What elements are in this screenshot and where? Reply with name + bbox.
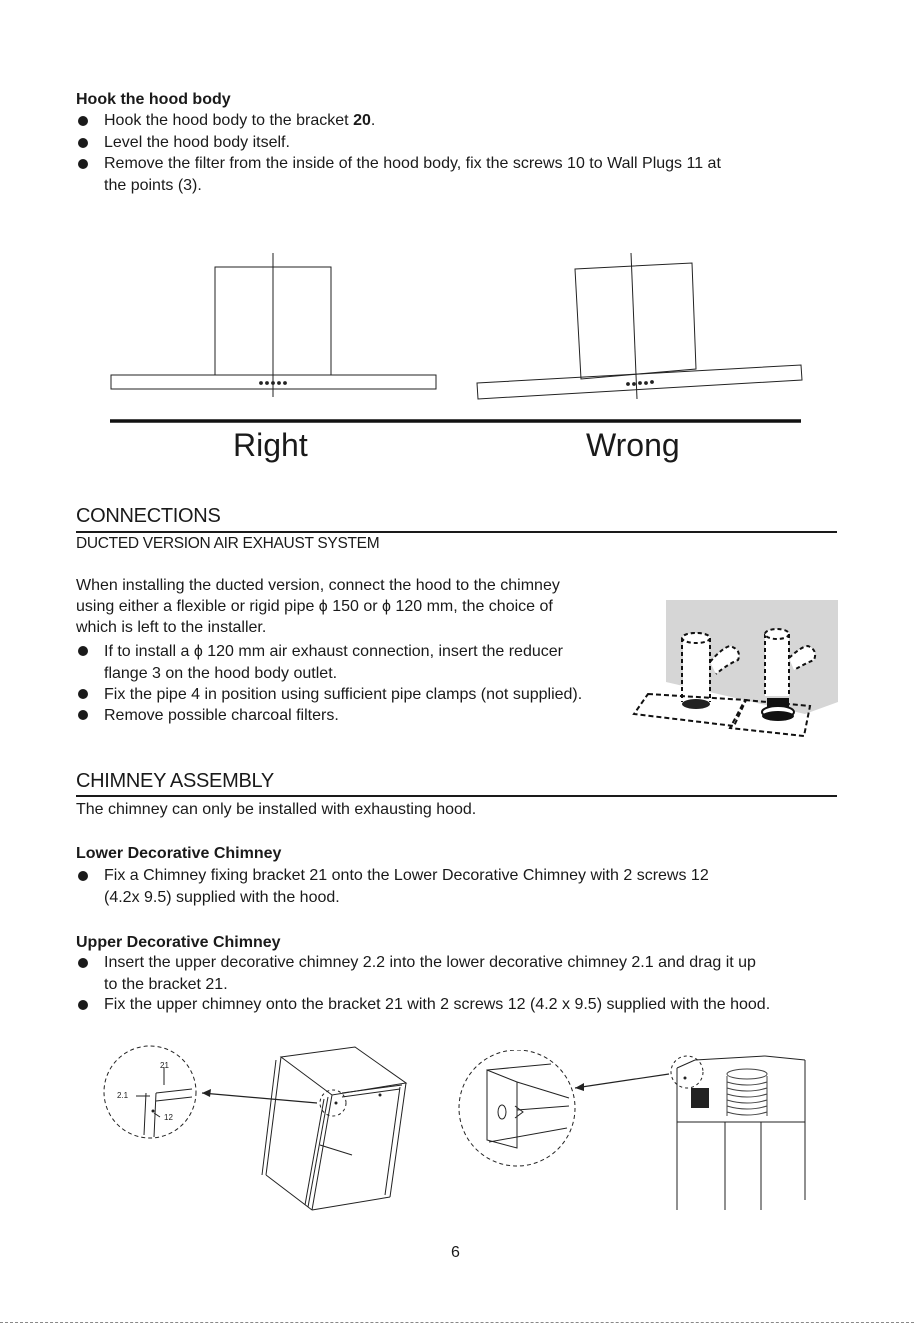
upper-bullet-2: Fix the upper chimney onto the bracket 21 with 2 screws 12 (4.2 x 9.5) supplied with the hood. (104, 996, 771, 1013)
hook-bullet-2: Level the hood body itself. (104, 134, 290, 151)
connections-bullet-1-line-1: If to install a ϕ 120 mm air exhaust connection, insert the reducer (104, 643, 563, 660)
connections-para-line-3: which is left to the installer. (76, 619, 267, 636)
upper-bullet-1-line-2: to the bracket 21. (104, 976, 228, 993)
page-number: 6 (451, 1244, 460, 1261)
hook-bullet-1-text: Hook the hood body to the bracket (104, 112, 354, 129)
bullet-icon (78, 159, 88, 169)
connections-rule (76, 531, 837, 533)
hood-right-illustration (111, 253, 436, 397)
caption-wrong: Wrong (586, 427, 680, 463)
detail-label-21: 21 (160, 1061, 169, 1070)
connections-para-line-1: When installing the ducted version, connect the hood to the chimney (76, 577, 560, 594)
upper-bullet-1-line-1: Insert the upper decorative chimney 2.2 into the lower decorative chimney 2.1 and drag it up (104, 954, 756, 971)
bullet-icon (78, 116, 88, 126)
bullet-icon (78, 871, 88, 881)
hook-bullet-1 (104, 110, 375, 132)
connections-bullet-2: Fix the pipe 4 in position using sufficient pipe clamps (not supplied). (104, 686, 583, 703)
chimney-heading: CHIMNEY ASSEMBLY (76, 770, 274, 792)
upper-chimney-heading: Upper Decorative Chimney (76, 934, 281, 951)
page-bottom-border (0, 1322, 914, 1323)
bullet-icon (78, 138, 88, 148)
section-heading-hook: Hook the hood body (76, 91, 231, 108)
chimney-lower-illustration (100, 1045, 430, 1220)
chimney-upper-illustration (455, 1050, 815, 1210)
detail-label-12: 12 (164, 1113, 173, 1122)
bullet-icon (78, 689, 88, 699)
caption-right: Right (233, 427, 308, 463)
connections-para-line-2: using either a flexible or rigid pipe ϕ 150 or ϕ 120 mm, the choice of (76, 598, 553, 615)
connections-heading: CONNECTIONS (76, 505, 221, 527)
hook-bullet-3-line-2: the points (3). (104, 177, 202, 194)
bullet-icon (78, 646, 88, 656)
hood-level-figure (100, 245, 820, 435)
hook-bullet-1-end: . (370, 112, 376, 129)
bullet-icon (78, 710, 88, 720)
chimney-rule (76, 795, 837, 797)
bracket-number: 20 (353, 112, 371, 129)
hook-bullet-3-line-1: Remove the filter from the inside of the hood body, fix the screws 10 to Wall Plugs 11 at (104, 155, 721, 172)
connections-bullet-3: Remove possible charcoal filters. (104, 707, 339, 724)
bullet-icon (78, 1000, 88, 1010)
chimney-intro: The chimney can only be installed with exhausting hood. (76, 801, 477, 818)
connections-subheading: DUCTED VERSION AIR EXHAUST SYSTEM (76, 535, 380, 552)
pipe-connection-illustration (630, 590, 840, 740)
lower-bullet-line-2: (4.2x 9.5) supplied with the hood. (104, 889, 340, 906)
lower-chimney-heading: Lower Decorative Chimney (76, 845, 282, 862)
bullet-icon (78, 958, 88, 968)
lower-bullet-line-1: Fix a Chimney fixing bracket 21 onto the Lower Decorative Chimney with 2 screws 12 (104, 867, 709, 884)
connections-bullet-1-line-2: flange 3 on the hood body outlet. (104, 665, 338, 682)
flex-hose (727, 1069, 767, 1116)
hood-wrong-illustration (477, 253, 802, 399)
detail-label-2-1: 2.1 (117, 1091, 129, 1100)
